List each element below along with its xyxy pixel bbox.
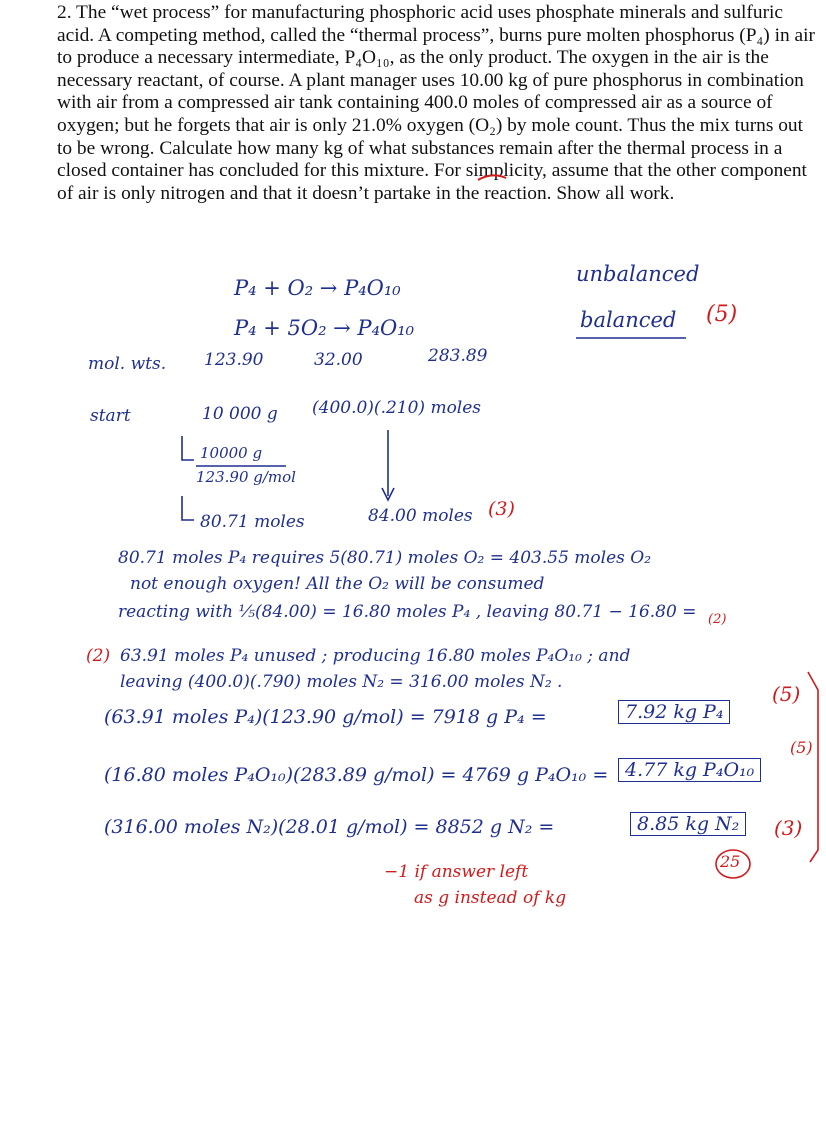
grade-bracket	[808, 672, 818, 862]
div-denominator: 123.90 g/mol	[196, 468, 296, 486]
hook-arrow-2	[182, 496, 194, 520]
hook-arrow-1	[182, 436, 194, 460]
start-p4: 10 000 g	[202, 404, 278, 424]
work-line-4: 63.91 moles P₄ unused ; producing 16.80 moles P₄O₁₀ ; and	[120, 646, 631, 666]
calc-n2: (316.00 moles N₂)(28.01 g/mol) = 8852 g N₂ =	[104, 816, 555, 838]
work-line-1: 80.71 moles P₄ requires 5(80.71) moles O₂ = 403.55 moles O₂	[118, 548, 652, 568]
kg-underline	[478, 175, 506, 180]
moles-o2: 84.00 moles	[368, 506, 473, 526]
problem-text: 2. The “wet process” for manufacturing phosphoric acid uses phosphate minerals and sulfuric acid. A competing method, called the “thermal process”, burns pure molten phosphorus (P₄) in air to produce a necessary intermediate, P₄O₁₀, as the only product. The oxygen in the air is the necessary reactant, of course. A plant manager uses 10.00 kg of pure phosphorus in combination with air from a compressed air tank containing 400.0 moles of compressed air as a source of oxygen; but he forgets that air is only 21.0% oxygen (O₂) by mole count. Thus the mix turns out to be wrong. Calculate how many kg of what substances remain after the thermal process in a closed container has concluded for this mixture. For simplicity, assume that the other component of air is only nitrogen and that it doesn’t partake in the reaction. Show all work.	[57, 2, 815, 204]
balanced-label: balanced	[580, 308, 677, 332]
points-balanced: (5)	[706, 302, 738, 327]
eq-balanced: P₄ + 5O₂ → P₄O₁₀	[234, 316, 415, 340]
mol-wts-label: mol. wts.	[88, 354, 167, 374]
start-label: start	[90, 406, 131, 426]
mw-p4o10: 283.89	[428, 346, 488, 366]
calc-p4: (63.91 moles P₄)(123.90 g/mol) = 7918 g P₄ =	[104, 706, 547, 728]
points-line-3: (2)	[708, 612, 727, 627]
mw-o2: 32.00	[314, 350, 363, 370]
points-line-4: (2)	[86, 646, 111, 666]
calc-p4o10: (16.80 moles P₄O₁₀)(283.89 g/mol) = 4769 g P₄O₁₀ =	[104, 764, 609, 786]
total-score: 25	[720, 852, 741, 871]
eq-unbalanced: P₄ + O₂ → P₄O₁₀	[234, 276, 401, 300]
work-line-3: reacting with ⅕(84.00) = 16.80 moles P₄ , leaving 80.71 − 16.80 =	[118, 602, 697, 622]
answer-p4o10: 4.77 kg P₄O₁₀	[618, 758, 761, 782]
points-answer-n2: (3)	[774, 816, 803, 840]
work-line-5: leaving (400.0)(.790) moles N₂ = 316.00 moles N₂ .	[120, 672, 563, 692]
grading-note-1: −1 if answer left	[384, 862, 529, 882]
points-answer-p4: (5)	[772, 682, 801, 706]
points-answer-p4o10: (5)	[790, 738, 813, 757]
mw-p4: 123.90	[204, 350, 264, 370]
answer-p4: 7.92 kg P₄	[618, 700, 730, 724]
start-o2: (400.0)(.210) moles	[312, 398, 482, 418]
div-numerator: 10000 g	[200, 444, 263, 462]
points-moles: (3)	[488, 498, 515, 520]
unbalanced-label: unbalanced	[576, 262, 700, 286]
grading-note-2: as g instead of kg	[414, 888, 567, 908]
answer-n2: 8.85 kg N₂	[630, 812, 746, 836]
moles-p4: 80.71 moles	[200, 512, 305, 532]
work-line-2: not enough oxygen! All the O₂ will be consumed	[130, 574, 545, 594]
